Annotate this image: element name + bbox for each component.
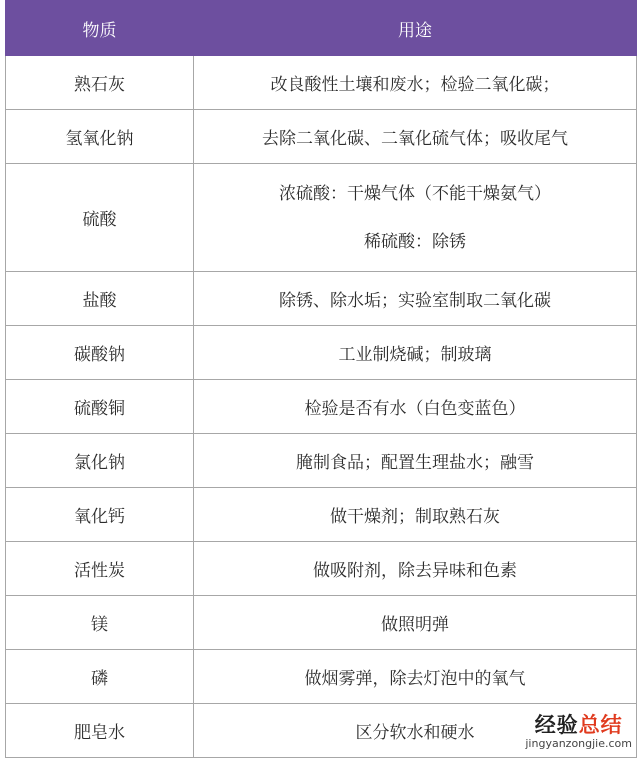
header-usage: 用途 <box>194 1 637 56</box>
substance-usage-table <box>5 0 637 758</box>
substance-cell: 碳酸钠 <box>6 326 194 380</box>
table-row <box>6 110 637 164</box>
table-row <box>6 488 637 542</box>
substance-cell: 肥皂水 <box>6 704 194 758</box>
substance-cell: 熟石灰 <box>6 56 194 110</box>
substance-cell: 硫酸铜 <box>6 380 194 434</box>
substance-cell: 硫酸 <box>6 164 194 272</box>
watermark-text-b: 总结 <box>578 713 623 737</box>
watermark-url: jingyanzongjie.com <box>525 737 632 750</box>
usage-cell: 去除二氧化碳、二氧化硫气体；吸收尾气 <box>194 110 637 164</box>
usage-cell: 除锈、除水垢；实验室制取二氧化碳 <box>194 272 637 326</box>
usage-cell: 改良酸性土壤和废水；检验二氧化碳； <box>194 56 637 110</box>
table-row <box>6 542 637 596</box>
substance-cell: 氢氧化钠 <box>6 110 194 164</box>
usage-cell: 做干燥剂；制取熟石灰 <box>194 488 637 542</box>
usage-cell: 做烟雾弹，除去灯泡中的氧气 <box>194 650 637 704</box>
usage-cell: 做吸附剂，除去异味和色素 <box>194 542 637 596</box>
table-row <box>6 596 637 650</box>
table-row <box>6 56 637 110</box>
substance-cell: 活性炭 <box>6 542 194 596</box>
table-row <box>6 326 637 380</box>
usage-cell <box>194 164 637 272</box>
substance-cell: 氯化钠 <box>6 434 194 488</box>
usage-line: 浓硫酸：干燥气体（不能干燥氨气） <box>279 183 551 204</box>
usage-line: 稀硫酸：除锈 <box>364 231 466 252</box>
usage-cell: 区分软水和硬水 <box>194 704 637 758</box>
header-row <box>6 1 637 56</box>
watermark-text-a: 经验 <box>534 713 579 737</box>
usage-cell: 腌制食品；配置生理盐水；融雪 <box>194 434 637 488</box>
table-row <box>6 380 637 434</box>
watermark-logo-text <box>525 713 632 737</box>
table-row <box>6 164 637 272</box>
substance-cell: 盐酸 <box>6 272 194 326</box>
usage-cell: 工业制烧碱；制玻璃 <box>194 326 637 380</box>
usage-cell: 做照明弹 <box>194 596 637 650</box>
header-substance: 物质 <box>6 1 194 56</box>
table-row <box>6 434 637 488</box>
usage-cell: 检验是否有水（白色变蓝色） <box>194 380 637 434</box>
substance-cell: 磷 <box>6 650 194 704</box>
site-watermark <box>525 713 632 750</box>
table-row <box>6 650 637 704</box>
substance-cell: 氧化钙 <box>6 488 194 542</box>
table-row <box>6 272 637 326</box>
substance-cell: 镁 <box>6 596 194 650</box>
